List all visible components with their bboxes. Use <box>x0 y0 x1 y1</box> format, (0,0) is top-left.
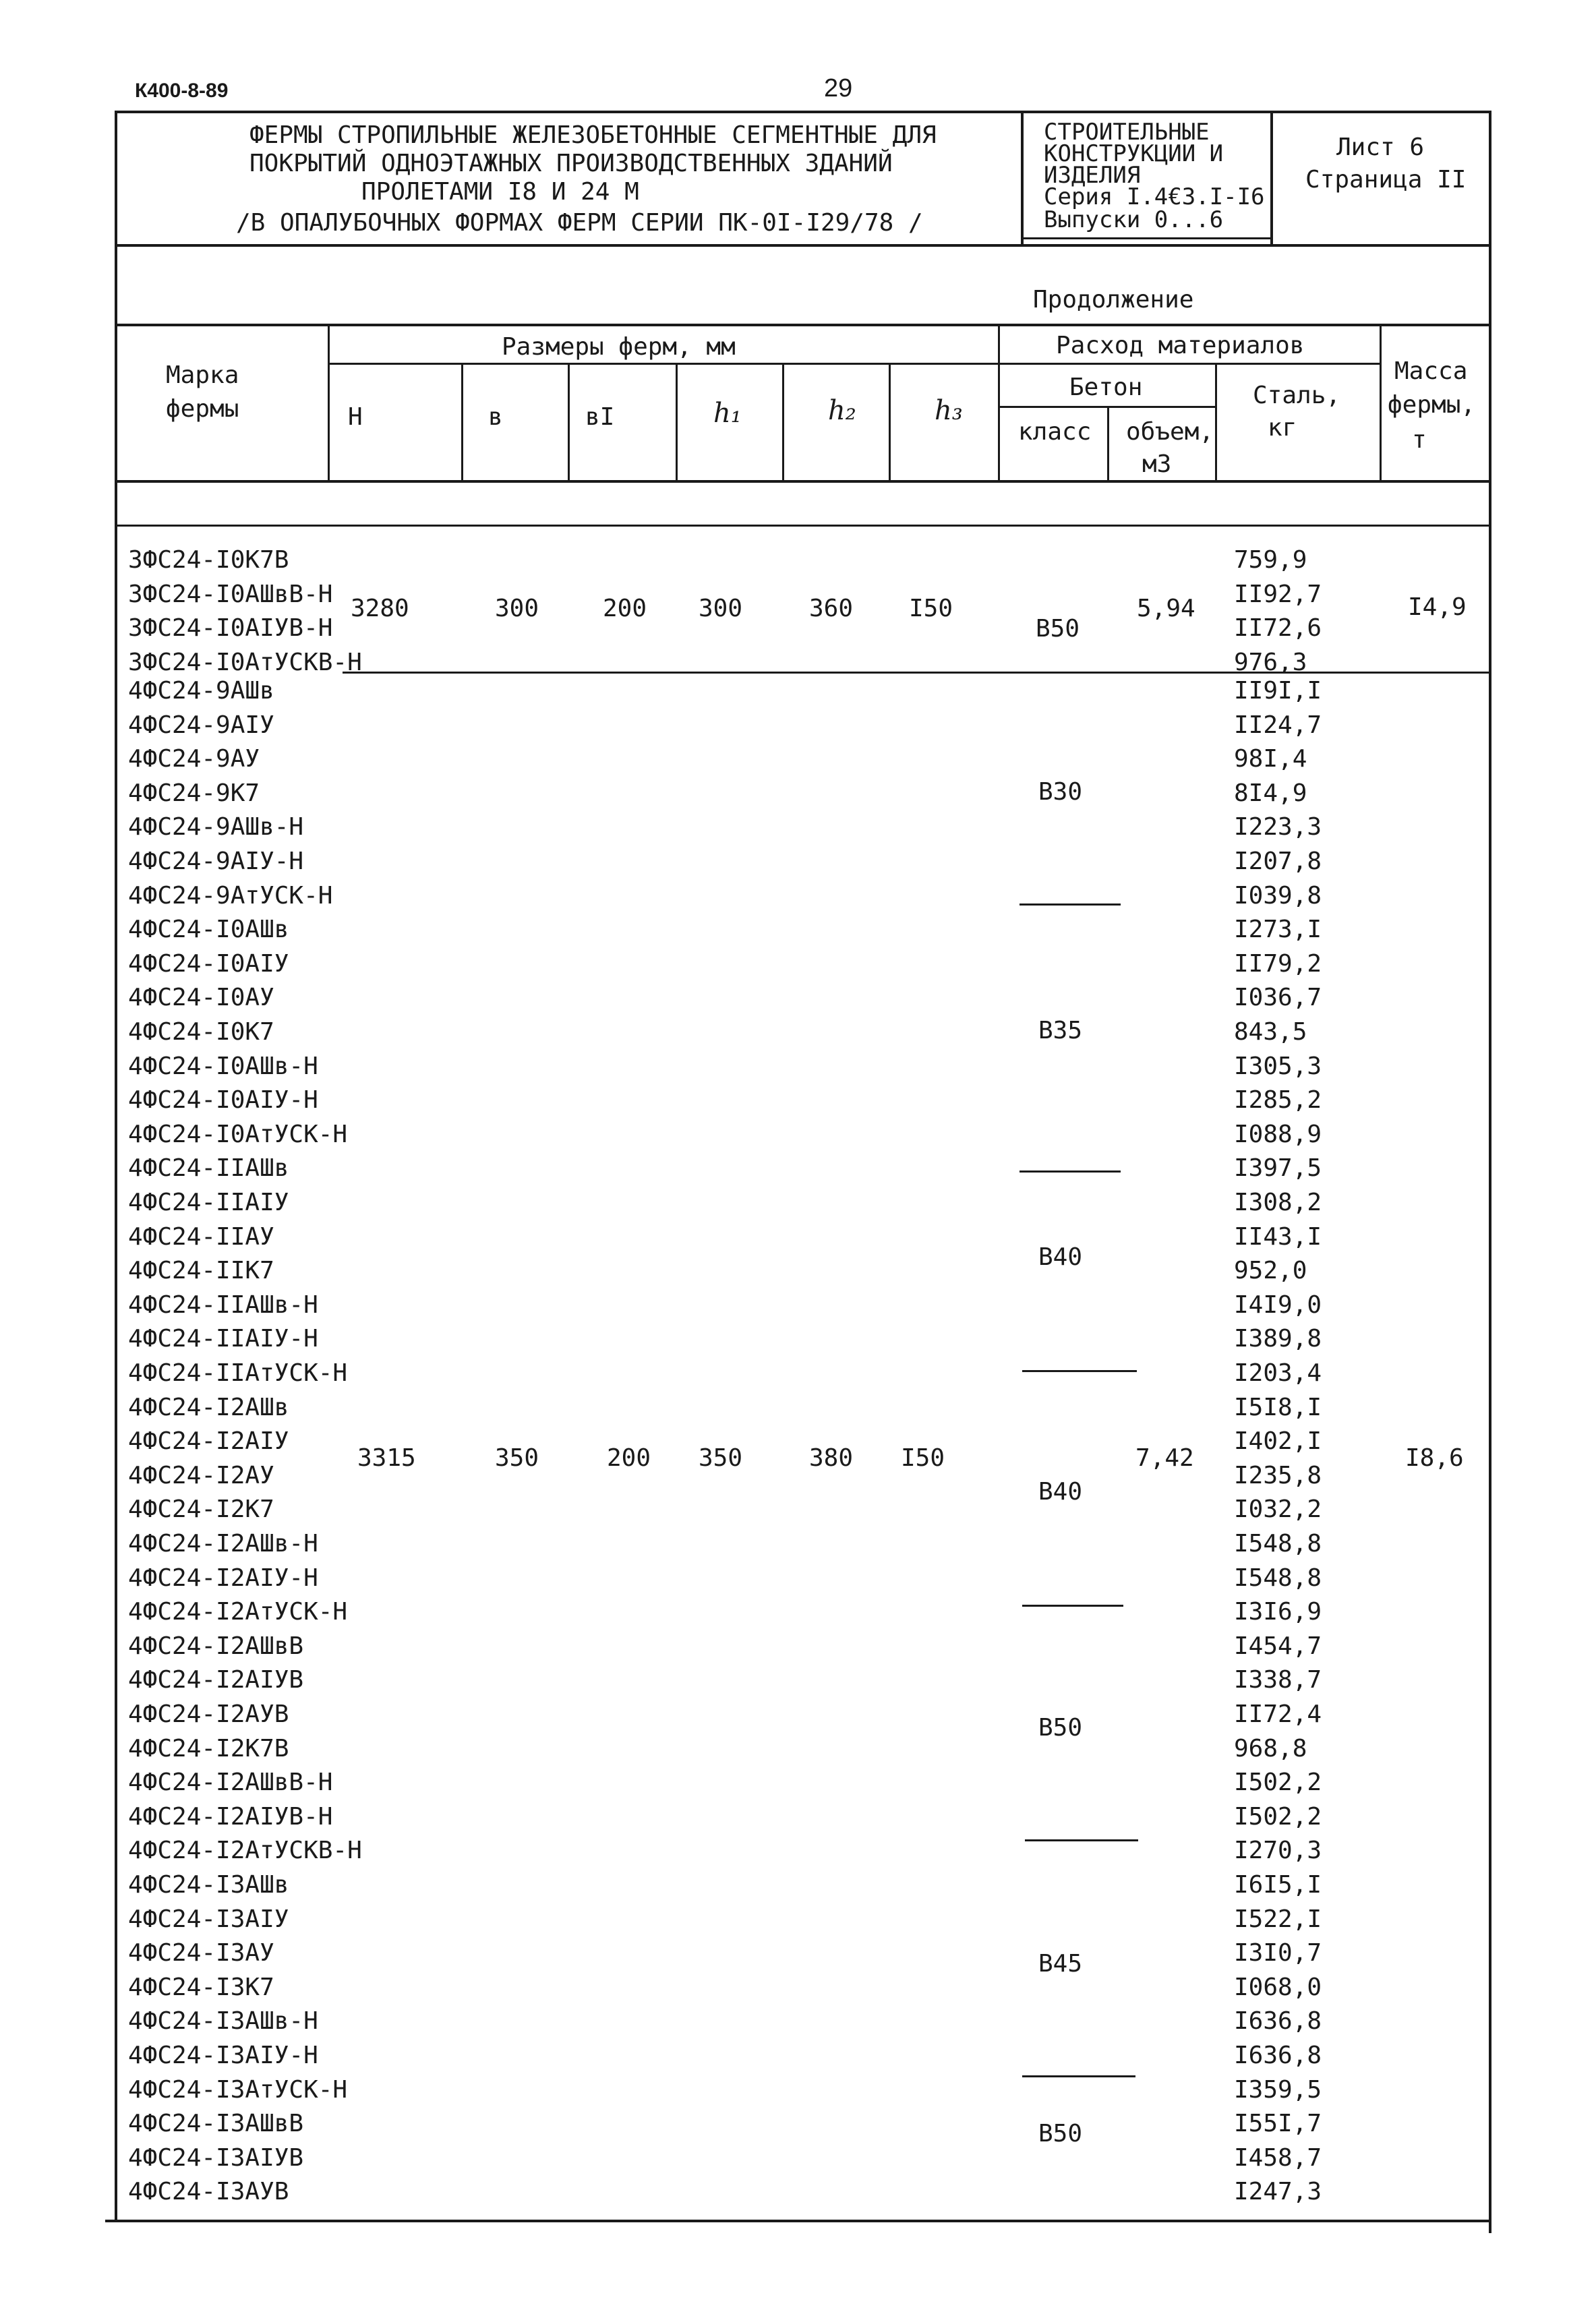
steel-value: I548,8 <box>1234 1564 1322 1592</box>
steel-value: I207,8 <box>1234 848 1322 875</box>
col-line-class <box>1107 406 1109 481</box>
truss-mark: 4ФС24-I3АтУСК-Н <box>128 2075 348 2104</box>
steel-value: II24,7 <box>1234 711 1322 739</box>
header-mark-line1: Марка <box>166 361 239 389</box>
series-line-3: ИЗДЕЛИЯ <box>1044 162 1141 189</box>
truss-mark: 4ФС24-I0АШв <box>128 916 289 944</box>
group2-h3: I50 <box>901 1444 945 1472</box>
steel-value: 8I4,9 <box>1234 779 1307 807</box>
truss-mark: 4ФС24-I0АУ <box>128 984 274 1012</box>
group1-divider <box>343 672 1489 674</box>
steel-value: II92,7 <box>1234 580 1322 608</box>
group2-mass: I8,6 <box>1405 1444 1464 1472</box>
class-dash-1 <box>1019 903 1121 906</box>
truss-mark: 4ФС24-9АШв-Н <box>128 813 304 841</box>
title-divider-1 <box>1021 111 1024 245</box>
steel-value: I454,7 <box>1234 1632 1322 1660</box>
group1-h1: 300 <box>699 595 743 622</box>
header-bottom-line <box>116 480 1491 483</box>
header-volume-line1: объем, <box>1126 418 1214 446</box>
steel-value: I502,2 <box>1234 1802 1322 1831</box>
col-line-steel <box>1380 324 1382 481</box>
group2-class-5: В50 <box>1038 1714 1083 1742</box>
steel-value: II72,4 <box>1234 1700 1322 1728</box>
header-mark-line2: фермы <box>166 395 239 423</box>
group1-h2: 360 <box>809 595 854 622</box>
col-line-b1 <box>676 363 678 481</box>
document-code: К400-8-89 <box>135 80 229 102</box>
steel-value: I548,8 <box>1234 1530 1322 1558</box>
truss-mark: 4ФС24-I0К7 <box>128 1018 274 1046</box>
truss-mark: 4ФС24-9К7 <box>128 779 260 807</box>
truss-mark: 4ФС24-IIАтУСК-Н <box>128 1359 348 1387</box>
group2-class-1: В30 <box>1038 778 1083 806</box>
group1-mass: I4,9 <box>1408 593 1467 621</box>
steel-value: II79,2 <box>1234 949 1322 978</box>
steel-value: I458,7 <box>1234 2143 1322 2172</box>
steel-value: I308,2 <box>1234 1189 1322 1216</box>
header-volume-line2: м3 <box>1142 450 1172 478</box>
truss-mark: 4ФС24-I0АтУСК-Н <box>128 1120 348 1148</box>
page-number: 29 <box>824 74 853 102</box>
truss-mark: 4ФС24-I2АIУВ <box>128 1666 304 1694</box>
truss-mark: 4ФС24-I2К7 <box>128 1495 274 1524</box>
steel-value: I285,2 <box>1234 1086 1322 1115</box>
title-line-2: ПОКРЫТИЙ ОДНОЭТАЖНЫХ ПРОИЗВОДСТВЕННЫХ ЗДАНИЙ <box>249 150 893 177</box>
group1-h3: I50 <box>909 595 953 622</box>
truss-mark: 4ФС24-IIАШв-Н <box>128 1291 318 1319</box>
steel-value: I636,8 <box>1234 2042 1322 2069</box>
steel-value: I522,I <box>1234 1905 1322 1933</box>
truss-mark: 4ФС24-I2АУВ <box>128 1700 289 1728</box>
steel-value: I636,8 <box>1234 2007 1322 2036</box>
header-top-line <box>116 324 1491 326</box>
series-line-2: КОНСТРУКЦИИ И <box>1044 140 1224 167</box>
truss-mark: 4ФС24-I3АУВ <box>128 2178 289 2206</box>
truss-mark: 4ФС24-IIАШв <box>128 1154 289 1183</box>
truss-mark: 4ФС24-I2АIУВ-Н <box>128 1802 333 1831</box>
truss-mark: 4ФС24-9АIУ-Н <box>128 848 304 875</box>
truss-mark: 4ФС24-IIК7 <box>128 1257 274 1285</box>
group2-class-6: В45 <box>1038 1950 1083 1978</box>
truss-mark: 4ФС24-I3АIУ-Н <box>128 2042 318 2069</box>
header-b1: вI <box>585 403 615 431</box>
truss-mark: 3ФС24-I0АIУВ-Н <box>128 614 333 643</box>
page-label: Страница II <box>1305 166 1467 194</box>
header-steel-line2: кг <box>1268 414 1297 442</box>
title-line-3: ПРОЛЕТАМИ I8 И 24 М <box>361 178 639 206</box>
steel-value: I247,3 <box>1234 2178 1322 2206</box>
steel-value: I397,5 <box>1234 1154 1322 1183</box>
group2-class-7: В50 <box>1038 2120 1083 2147</box>
truss-mark: 4ФС24-IIАIУ <box>128 1189 289 1216</box>
truss-mark: 4ФС24-I0АIУ <box>128 949 289 978</box>
group1-b: 300 <box>495 595 539 622</box>
steel-value: I5I8,I <box>1234 1393 1322 1421</box>
group2-class-4: В40 <box>1038 1478 1083 1506</box>
class-dash-6 <box>1022 2075 1135 2077</box>
steel-value: 759,9 <box>1234 546 1307 574</box>
truss-mark: 4ФС24-IIАIУ-Н <box>128 1325 318 1353</box>
group2-b1: 200 <box>607 1444 651 1472</box>
truss-mark: 4ФС24-I2АтУСК-Н <box>128 1598 348 1626</box>
continuation-label: Продолжение <box>1033 286 1194 314</box>
truss-mark: 4ФС24-I0АШв-Н <box>128 1052 318 1080</box>
truss-mark: 4ФС24-I2АIУ <box>128 1427 289 1456</box>
truss-mark: 4ФС24-I2К7В <box>128 1734 289 1762</box>
group2-class-3: В40 <box>1038 1243 1083 1271</box>
header-h1: h₁ <box>713 398 742 429</box>
class-dash-3 <box>1022 1370 1137 1372</box>
series-line-1: СТРОИТЕЛЬНЫЕ <box>1044 119 1210 146</box>
header-mass-line3: т <box>1412 426 1427 454</box>
frame-right <box>1489 111 1491 2233</box>
truss-mark: 4ФС24-I3АШв-Н <box>128 2007 318 2036</box>
steel-value: I088,9 <box>1234 1120 1322 1148</box>
steel-value: I039,8 <box>1234 881 1322 910</box>
class-dash-4 <box>1022 1605 1123 1607</box>
truss-mark: 4ФС24-I3АIУ <box>128 1905 289 1933</box>
frame-top <box>116 111 1491 113</box>
truss-mark: 4ФС24-I2АШвВ-Н <box>128 1769 333 1797</box>
sheet-label: Лист 6 <box>1336 134 1425 161</box>
title-line-1: ФЕРМЫ СТРОПИЛЬНЫЕ ЖЕЛЕЗОБЕТОННЫЕ СЕГМЕНТНЫЕ ДЛЯ <box>249 121 937 149</box>
series-block-bottom <box>1021 237 1272 239</box>
header-steel-line1: Сталь, <box>1253 382 1341 409</box>
truss-mark: 4ФС24-I3К7 <box>128 1973 274 2001</box>
truss-mark: 4ФС24-I3АШвВ <box>128 2110 304 2138</box>
header-concrete: Бетон <box>1069 374 1143 401</box>
truss-mark: 4ФС24-IIАУ <box>128 1222 274 1251</box>
title-line-4: /В ОПАЛУБОЧНЫХ ФОРМАХ ФЕРМ СЕРИИ ПК-0I-I29/78 / <box>236 209 923 237</box>
group2-H: 3315 <box>357 1444 416 1472</box>
group1-volume: 5,94 <box>1137 595 1195 622</box>
steel-value: I6I5,I <box>1234 1871 1322 1899</box>
group1-class: В50 <box>1036 615 1080 643</box>
steel-value: I389,8 <box>1234 1325 1322 1353</box>
header-b: в <box>488 403 503 431</box>
group2-volume: 7,42 <box>1135 1444 1194 1472</box>
steel-value: I305,3 <box>1234 1052 1322 1080</box>
steel-value: I402,I <box>1234 1427 1322 1456</box>
truss-mark: 4ФС24-9АШв <box>128 677 274 705</box>
steel-value: I036,7 <box>1234 984 1322 1012</box>
truss-mark: 3ФС24-I0АШвВ-Н <box>128 580 333 608</box>
title-divider-2 <box>1270 111 1273 245</box>
class-dash-2 <box>1019 1170 1121 1173</box>
steel-value: I032,2 <box>1234 1495 1322 1524</box>
steel-value: I270,3 <box>1234 1837 1322 1865</box>
steel-value: I338,7 <box>1234 1666 1322 1694</box>
group2-b: 350 <box>495 1444 539 1472</box>
col-line-b <box>568 363 570 481</box>
truss-mark: 4ФС24-I3АУ <box>128 1939 274 1967</box>
series-line-4: Серия I.4€3.I-I6 <box>1044 183 1265 210</box>
header-class: класс <box>1018 418 1092 446</box>
steel-value: II43,I <box>1234 1222 1322 1251</box>
group1-H: 3280 <box>351 595 409 622</box>
steel-value: I55I,7 <box>1234 2110 1322 2138</box>
header-second-line <box>116 525 1491 527</box>
header-mass-line2: фермы, <box>1388 391 1476 419</box>
steel-value: I3I0,7 <box>1234 1939 1322 1967</box>
truss-mark: 4ФС24-I3АIУВ <box>128 2143 304 2172</box>
group2-h1: 350 <box>699 1444 743 1472</box>
steel-value: I4I9,0 <box>1234 1291 1322 1319</box>
series-line-5: Выпуски 0...6 <box>1044 206 1224 233</box>
steel-value: II72,6 <box>1234 614 1322 643</box>
col-line-volume <box>1215 363 1217 481</box>
frame-bottom <box>105 2220 1491 2222</box>
truss-mark: 3ФС24-I0АтУСКВ-Н <box>128 648 362 676</box>
header-H: Н <box>348 403 363 431</box>
truss-mark: 4ФС24-I2АIУ-Н <box>128 1564 318 1592</box>
truss-mark: 4ФС24-I3АШв <box>128 1871 289 1899</box>
truss-mark: 4ФС24-9АУ <box>128 745 260 773</box>
truss-mark: 3ФС24-I0К7В <box>128 546 289 574</box>
group1-b1: 200 <box>603 595 647 622</box>
steel-value: I502,2 <box>1234 1769 1322 1797</box>
steel-value: I223,3 <box>1234 813 1322 841</box>
truss-mark: 4ФС24-I2АШв <box>128 1393 289 1421</box>
steel-value: 98I,4 <box>1234 745 1307 773</box>
col-line-h2 <box>889 363 891 481</box>
steel-value: I273,I <box>1234 916 1322 944</box>
col-line-h1 <box>782 363 784 481</box>
title-block-bottom <box>116 244 1491 247</box>
steel-value: 952,0 <box>1234 1257 1307 1285</box>
steel-value: I3I6,9 <box>1234 1598 1322 1626</box>
truss-mark: 4ФС24-I2АШв-Н <box>128 1530 318 1558</box>
col-line-mark <box>328 324 330 481</box>
sizes-underline <box>329 363 1381 365</box>
frame-left <box>115 111 117 2222</box>
truss-mark: 4ФС24-I2АУ <box>128 1461 274 1489</box>
header-h2: h₂ <box>828 395 856 426</box>
steel-value: 968,8 <box>1234 1734 1307 1762</box>
col-line-h3 <box>998 324 1000 481</box>
header-mass-line1: Масса <box>1394 357 1468 385</box>
steel-value: I068,0 <box>1234 1973 1322 2001</box>
truss-mark: 4ФС24-9АIУ <box>128 711 274 739</box>
group2-h2: 380 <box>809 1444 854 1472</box>
steel-value: 976,3 <box>1234 648 1307 676</box>
truss-mark: 4ФС24-9АтУСК-Н <box>128 881 333 910</box>
steel-value: I359,5 <box>1234 2075 1322 2104</box>
header-h3: h₃ <box>935 395 963 426</box>
truss-mark: 4ФС24-I0АIУ-Н <box>128 1086 318 1115</box>
steel-value: I203,4 <box>1234 1359 1322 1387</box>
group2-class-2: В35 <box>1038 1017 1083 1044</box>
steel-value: I235,8 <box>1234 1461 1322 1489</box>
header-materials: Расход материалов <box>1056 332 1305 359</box>
truss-mark: 4ФС24-I2АтУСКВ-Н <box>128 1837 362 1865</box>
class-dash-5 <box>1025 1839 1138 1841</box>
col-line-H <box>461 363 463 481</box>
truss-mark: 4ФС24-I2АШвВ <box>128 1632 304 1660</box>
steel-value: 843,5 <box>1234 1018 1307 1046</box>
header-sizes: Размеры ферм, мм <box>502 333 736 361</box>
steel-value: II9I,I <box>1234 677 1322 705</box>
